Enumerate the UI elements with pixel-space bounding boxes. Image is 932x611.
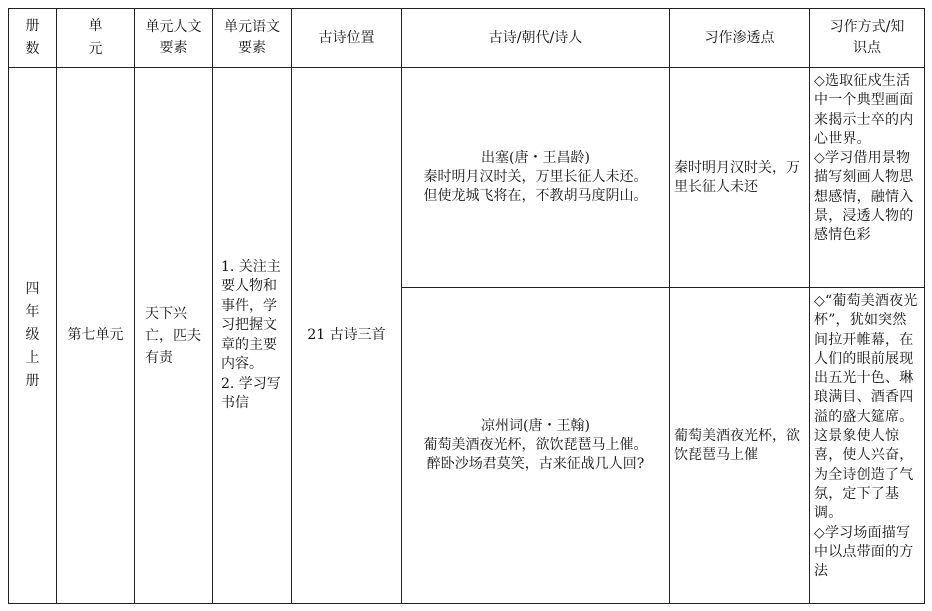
header-position: 古诗位置 [292,9,402,68]
poem-cell [402,288,670,604]
method-cell: ◇选取征戍生活中一个典型画面来揭示士卒的内心世界。 ◇学习借用景物描写刻画人物思想感情，融情入景，浸透人物的感情色彩 [810,68,925,288]
poem-line: 秦时明月汉时关，万里长征人未还。 [423,169,648,185]
poem-line: 但使龙城飞将在，不教胡马度阴山。 [423,188,648,204]
book-cell: 四年级上册 [9,68,57,604]
method-cell: ◇“葡萄美酒夜光杯”，犹如突然间拉开帷幕，在人们的眼前展现出五光十色、琳琅满目、酒香四溢的盛大筵席。这景象使人惊喜，使人兴奋，为全诗创造了气氛，定下了基调。 ◇学习场面描写中以点带面的方法 [810,288,925,604]
header-method: 习作方式/知识点 [810,9,925,68]
writing-point-cell: 葡萄美酒夜光杯，欲饮琵琶马上催 [670,288,810,604]
poem-line: 醉卧沙场君莫笑，古来征战几人回? [426,456,645,472]
unit-cell: 第七单元 [57,68,135,604]
language-cell: 1. 关注主要人物和事件，学习把握文章的主要内容。 2. 学习写书信 [213,68,292,604]
position-cell: 21 古诗三首 [292,68,402,604]
header-humanity: 单元人文要素 [135,9,213,68]
header-unit: 单元 [57,9,135,68]
header-language: 单元语文要素 [213,9,292,68]
poetry-writing-table [8,8,925,604]
header-book: 册数 [9,9,57,68]
poem-line: 葡萄美酒夜光杯，欲饮琵琶马上催。 [423,437,648,453]
writing-point-cell: 秦时明月汉时关，万里长征人未还 [670,68,810,288]
poem-cell [402,68,670,288]
table-row [9,68,925,288]
header-poem: 古诗/朝代/诗人 [402,9,670,68]
humanity-cell: 天下兴亡，匹夫有责 [135,68,213,604]
header-row [9,9,925,68]
poem-title: 出塞(唐・王昌龄) [481,150,590,166]
header-writing-point: 习作渗透点 [670,9,810,68]
poem-title: 凉州词(唐・王翰) [481,418,590,434]
